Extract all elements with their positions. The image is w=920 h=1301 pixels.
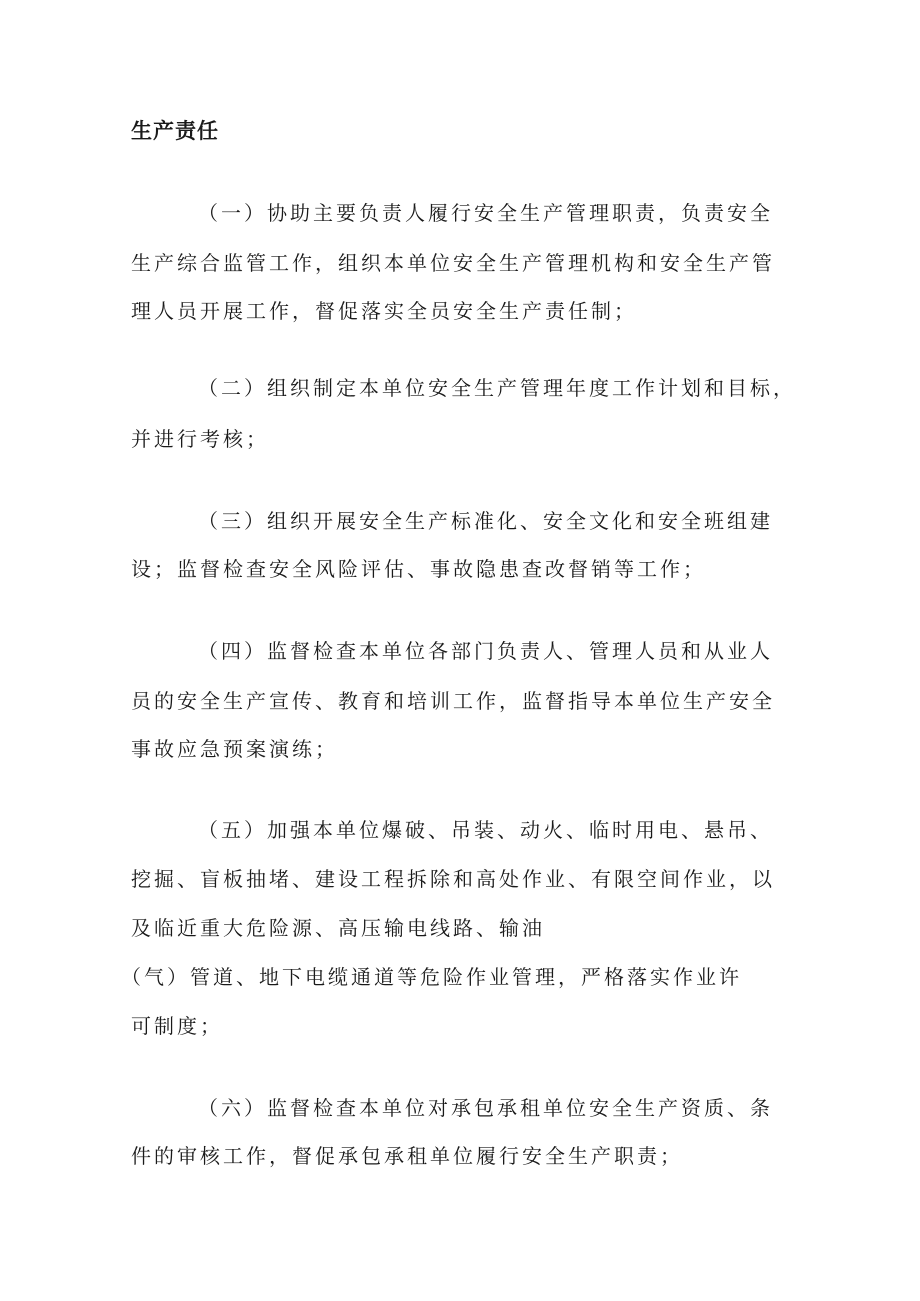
paragraph-3-line-1: （三）组织开展安全生产标准化、安全文化和安全班组建 (198, 509, 773, 533)
paragraph-5-line-4: （气）管道、地下电缆通道等危险作业管理，严格落实作业许 (121, 965, 742, 989)
paragraph-5-line-5: 可制度； (131, 1014, 223, 1038)
paragraph-1-line-1: （一）协助主要负责人履行安全生产管理职责，负责安全 (198, 201, 773, 225)
paragraph-6-line-1: （六）监督检查本单位对承包承租单位安全生产资质、条 (198, 1096, 773, 1120)
paragraph-6-line-2: 件的审核工作，督促承包承租单位履行安全生产职责； (131, 1144, 683, 1168)
paragraph-4-line-2: 员的安全生产宣传、教育和培训工作，监督指导本单位生产安全 (131, 689, 775, 713)
paragraph-1-line-3: 理人员开展工作，督促落实全员安全生产责任制； (131, 299, 637, 323)
paragraph-2-line-2: 并进行考核； (131, 427, 269, 451)
section-heading: 生产责任 (131, 119, 219, 143)
paragraph-5-line-1: （五）加强本单位爆破、吊装、动火、临时用电、悬吊、 (198, 818, 773, 842)
paragraph-2-line-1: （二）组织制定本单位安全生产管理年度工作计划和目标， (198, 376, 796, 400)
paragraph-4-line-1: （四）监督检查本单位各部门负责人、管理人员和从业人 (198, 639, 773, 663)
paragraph-5-line-3: 及临近重大危险源、高压输电线路、输油 (131, 916, 545, 940)
paragraph-1-line-2: 生产综合监管工作，组织本单位安全生产管理机构和安全生产管 (131, 251, 775, 275)
paragraph-4-line-3: 事故应急预案演练； (131, 737, 338, 761)
paragraph-5-line-2: 挖掘、盲板抽堵、建设工程拆除和高处作业、有限空间作业，以 (131, 867, 775, 891)
paragraph-3-line-2: 设；监督检查安全风险评估、事故隐患查改督销等工作； (131, 557, 706, 581)
